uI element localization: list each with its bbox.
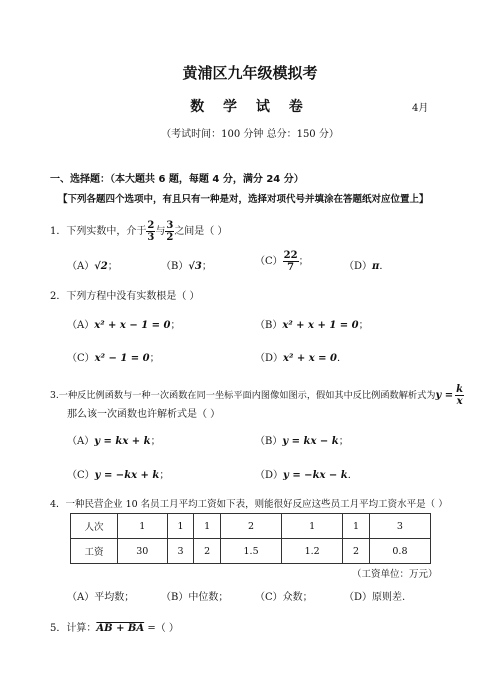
table-cell: 1 xyxy=(194,514,221,539)
q1-b-math: √3 xyxy=(188,261,202,272)
q1-text-post: 之间是（ ） xyxy=(174,226,228,237)
q3-d-math: y = −kx − k xyxy=(283,470,348,481)
table-cell: 0.8 xyxy=(369,539,430,564)
exam-info: （考试时间：100 分钟 总分：150 分） xyxy=(161,129,339,140)
q1-d-label: （D） xyxy=(344,261,373,272)
question-5-stem xyxy=(50,619,179,634)
q3-fraction xyxy=(455,384,464,407)
question-2-stem: 2．下列方程中没有实数根是（ ） xyxy=(50,291,200,302)
q1-option-c xyxy=(255,250,309,273)
q4-option-d: （D）原则差. xyxy=(344,592,406,603)
page-title: 黄浦区九年级模拟考 xyxy=(182,64,318,82)
q4-option-c: （C）众数； xyxy=(255,592,313,603)
q3-d-tail: ． xyxy=(347,470,358,481)
table-cell: 3 xyxy=(167,539,194,564)
wage-unit-note: （工资单位：万元） xyxy=(352,569,438,580)
subject-title: 数 学 试 卷 xyxy=(190,99,310,115)
q1-option-a xyxy=(67,257,118,272)
q5-vector-expr: AB + BA xyxy=(96,623,145,634)
q1-d-tail: ． xyxy=(379,261,390,272)
q3-a-tail: ； xyxy=(150,436,161,447)
q1-fraction-2 xyxy=(165,220,174,243)
q2-a-tail: ； xyxy=(170,320,181,331)
q1-c-tail: ； xyxy=(298,256,309,267)
table-cell: 1 xyxy=(118,514,168,539)
table-cell: 1.5 xyxy=(221,539,282,564)
q1-a-math: √2 xyxy=(94,261,108,272)
q3-option-c xyxy=(67,466,169,481)
q1-text-pre: 1．下列实数中，介于 xyxy=(50,226,147,237)
q2-c-tail: ； xyxy=(149,353,160,364)
q1-b-tail: ； xyxy=(201,261,212,272)
q1-c-numerator: 22 xyxy=(283,250,298,261)
q2-c-math: x² − 1 = 0 xyxy=(94,353,150,364)
section-note: 【下列各题四个选项中，有且只有一种是对，选择对项代号并填涂在答题纸对应位置上】 xyxy=(58,194,429,205)
q1-f1-numerator: 2 xyxy=(147,220,155,231)
q1-a-label: （A） xyxy=(67,261,95,272)
q2-a-math: x² + x − 1 = 0 xyxy=(94,320,171,331)
section-title: 一、选择题：（本大题共 6 题，每题 4 分，满分 24 分） xyxy=(50,174,304,185)
q2-b-tail: ； xyxy=(358,320,369,331)
wage-table xyxy=(70,513,431,564)
q1-c-denominator: 7 xyxy=(287,262,295,273)
exam-month: 4月 xyxy=(412,103,429,114)
q1-b-label: （B） xyxy=(161,261,189,272)
q1-option-d xyxy=(344,257,389,272)
table-cell: 1 xyxy=(282,514,343,539)
q2-option-c xyxy=(67,349,160,364)
q4-option-a: （A）平均数； xyxy=(67,592,135,603)
q2-c-label: （C） xyxy=(67,353,95,364)
q1-c-fraction xyxy=(283,250,299,273)
q1-text-mid: 与 xyxy=(155,226,166,237)
table-row-header: 工资 xyxy=(71,539,118,564)
q3-b-tail: ； xyxy=(338,436,349,447)
q2-option-a xyxy=(67,316,180,331)
q2-b-math: x² + x + 1 = 0 xyxy=(282,320,359,331)
q5-text-post: =（ ） xyxy=(144,623,179,634)
table-cell: 2 xyxy=(343,539,370,564)
q3-option-d xyxy=(255,466,358,481)
q3-denominator: x xyxy=(456,396,463,407)
q1-f2-denominator: 2 xyxy=(166,232,174,243)
q2-option-d xyxy=(255,349,347,364)
table-cell: 1 xyxy=(343,514,370,539)
q2-d-math: x² + x = 0 xyxy=(283,353,337,364)
q1-fraction-1 xyxy=(146,220,155,243)
q3-option-a xyxy=(67,432,161,447)
q3-c-label: （C） xyxy=(67,470,95,481)
q3-d-label: （D） xyxy=(255,470,284,481)
q3-text: 3.一种反比例函数与一种一次函数在同一坐标平面内图像如图示，假如其中反比例函数解析式为 xyxy=(50,390,436,401)
q3-b-math: y = kx − k xyxy=(282,436,339,447)
q2-d-label: （D） xyxy=(255,353,284,364)
q2-a-label: （A） xyxy=(67,320,95,331)
q4-option-b: （B）中位数； xyxy=(161,592,229,603)
table-cell: 1 xyxy=(167,514,194,539)
q1-f2-numerator: 3 xyxy=(166,220,174,231)
table-cell: 3 xyxy=(369,514,430,539)
q3-c-tail: ； xyxy=(159,470,170,481)
question-3-continuation: 那么该一次函数也许解析式是（ ） xyxy=(67,409,221,420)
q3-b-label: （B） xyxy=(255,436,283,447)
q3-option-b xyxy=(255,432,349,447)
q1-f1-denominator: 3 xyxy=(147,232,155,243)
question-1-stem xyxy=(50,220,228,243)
table-cell: 1.2 xyxy=(282,539,343,564)
question-3-stem xyxy=(50,384,464,407)
q1-d-math: π xyxy=(372,261,380,272)
q5-text-pre: 5．计算： xyxy=(50,623,97,634)
q2-option-b xyxy=(255,316,369,331)
question-4-stem: 4．一种民营企业 10 名员工月平均工资如下表，则能很好反应这些员工月平均工资水平是（ ） xyxy=(50,499,448,510)
q1-option-b xyxy=(161,257,212,272)
table-cell: 2 xyxy=(221,514,282,539)
q3-y-eq: y = xyxy=(435,390,454,401)
q1-a-tail: ； xyxy=(107,261,118,272)
table-cell: 2 xyxy=(194,539,221,564)
table-cell: 30 xyxy=(118,539,168,564)
q3-a-math: y = kx + k xyxy=(94,436,151,447)
table-row xyxy=(71,539,431,564)
q3-c-math: y = −kx + k xyxy=(94,470,160,481)
table-row-header: 人次 xyxy=(71,514,118,539)
table-row xyxy=(71,514,431,539)
q1-c-label: （C） xyxy=(255,256,283,267)
q2-b-label: （B） xyxy=(255,320,283,331)
q3-a-label: （A） xyxy=(67,436,95,447)
q3-numerator: k xyxy=(456,384,464,395)
q2-d-tail: ． xyxy=(336,353,347,364)
